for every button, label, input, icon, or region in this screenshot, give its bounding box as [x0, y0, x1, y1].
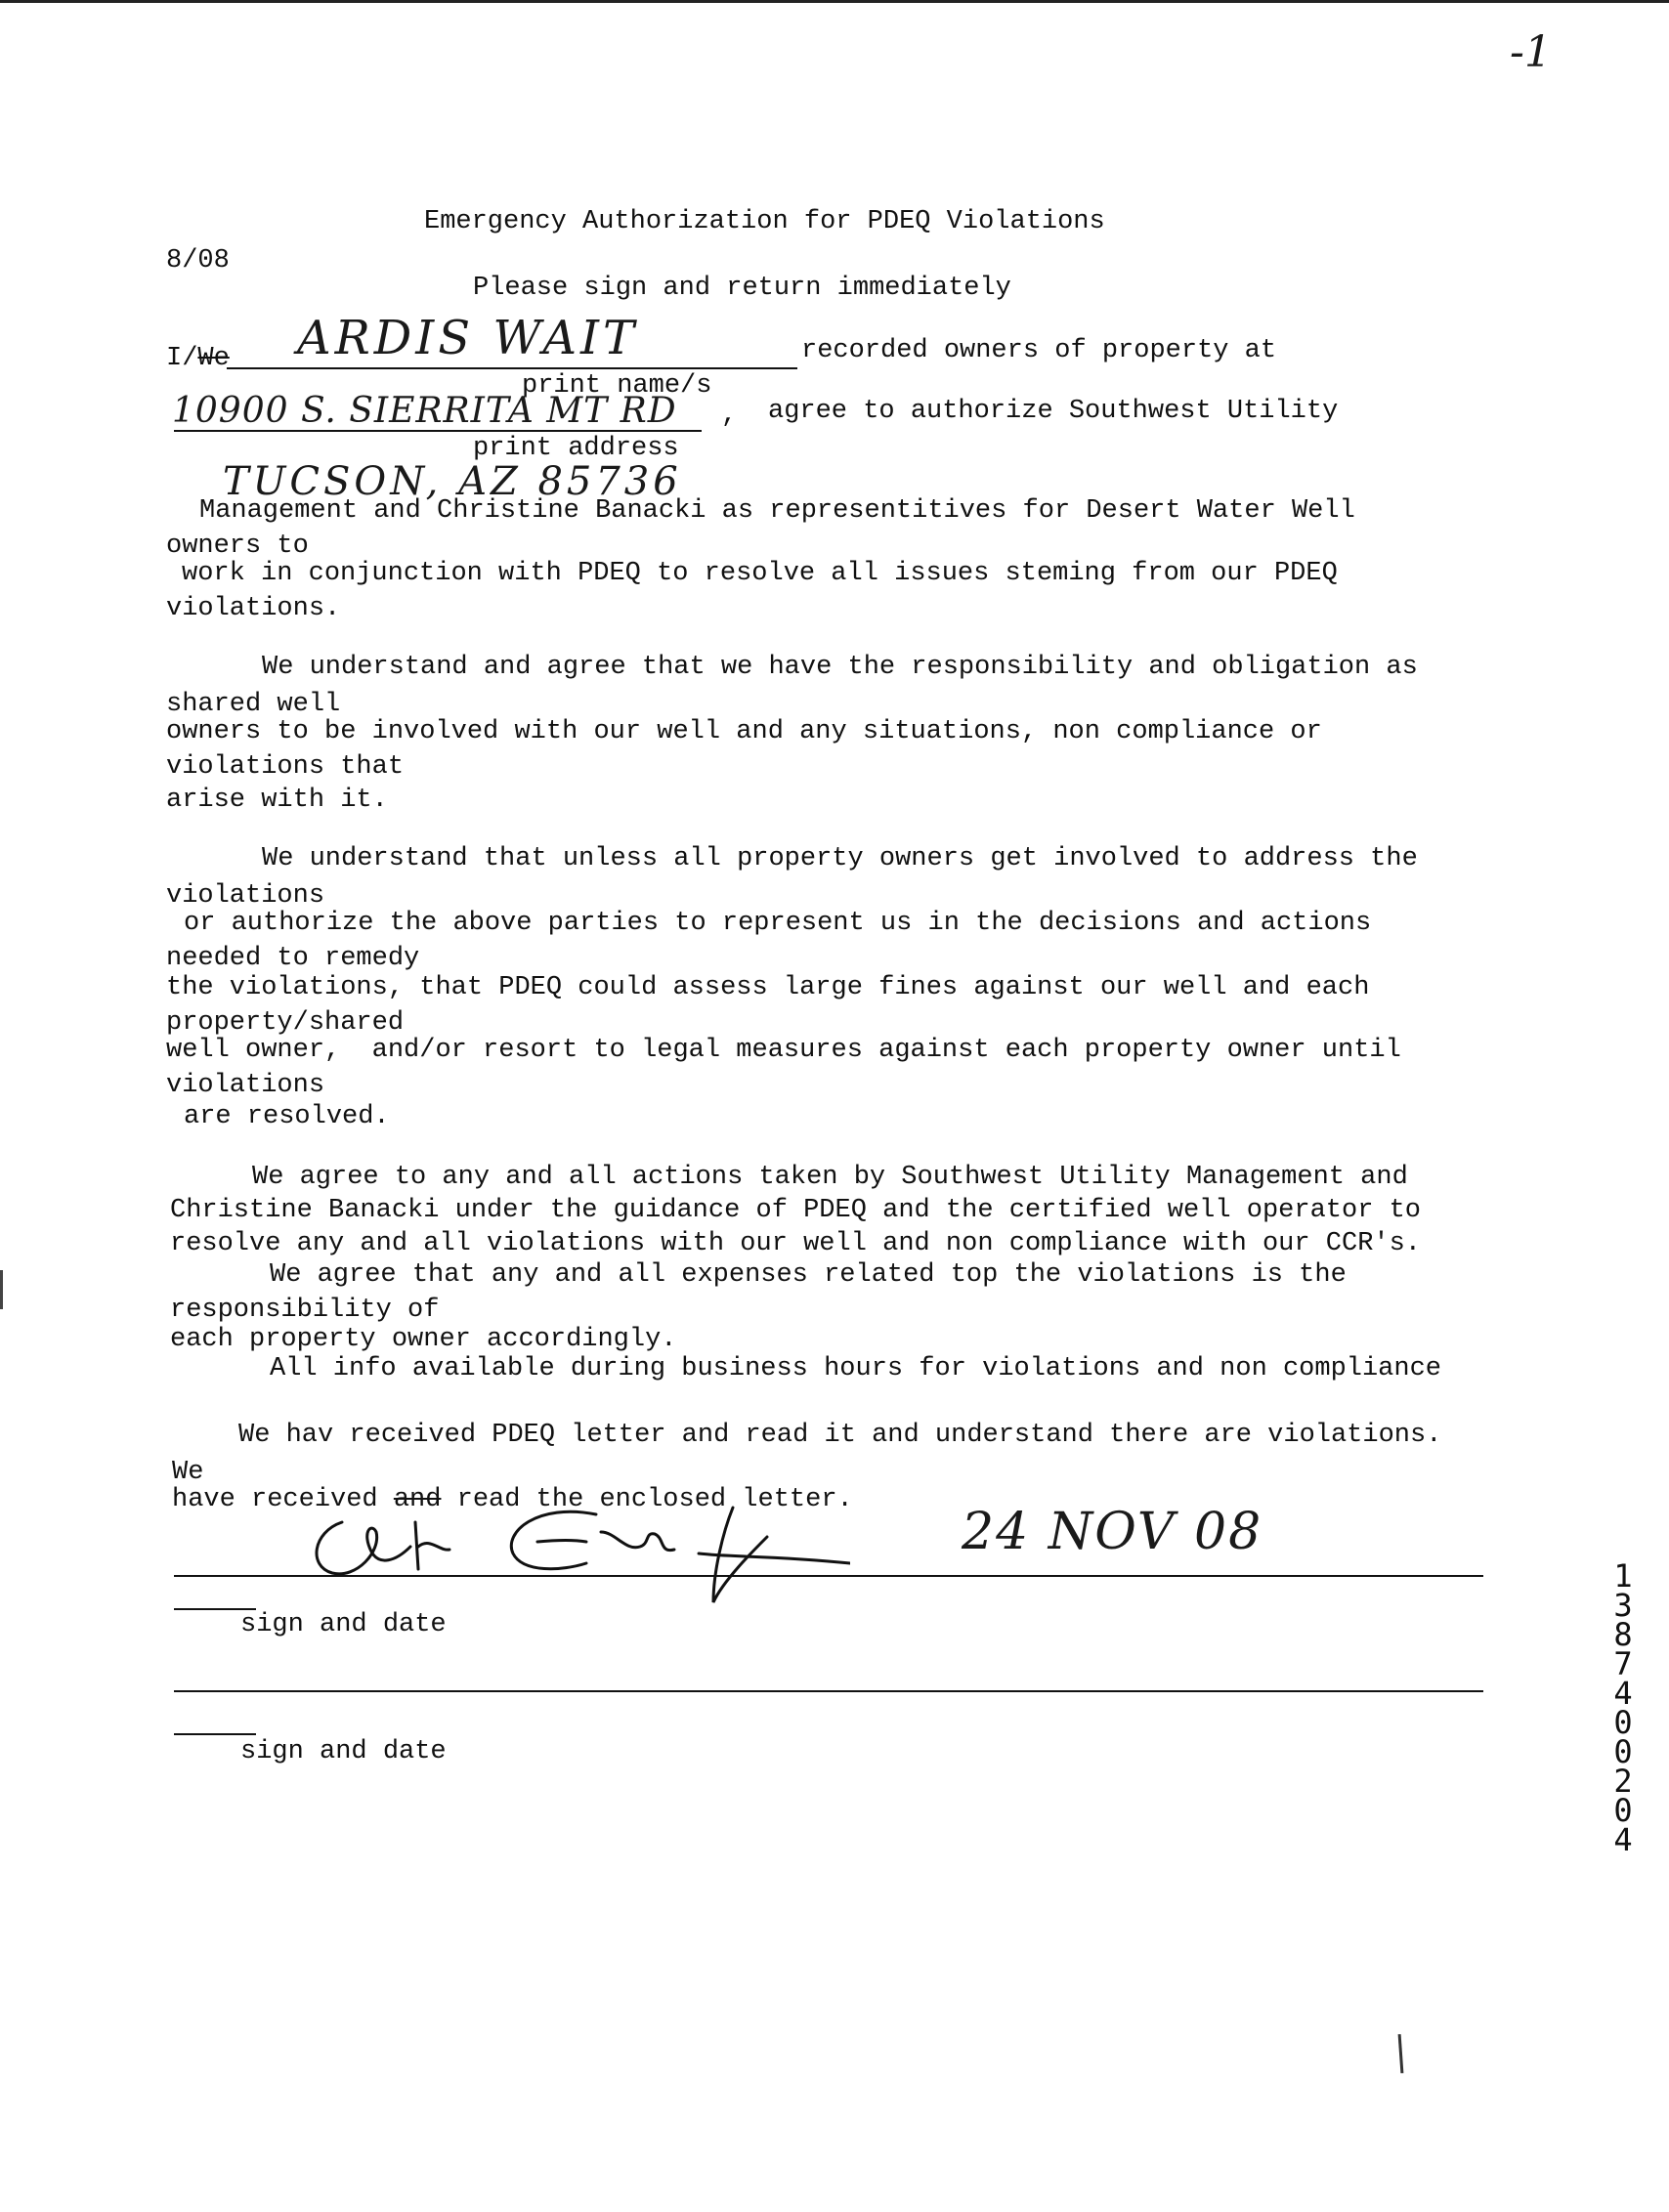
signature-tick-2: [174, 1733, 256, 1735]
handwritten-address-2: TUCSON, AZ 85736: [223, 459, 682, 504]
address-comma: ,: [721, 401, 738, 430]
body-line: violations: [166, 1071, 325, 1100]
body-line: shared well: [166, 690, 341, 719]
body-line: owners to: [166, 532, 309, 561]
body-line: well owner, and/or resort to legal measures against each property owner until: [166, 1036, 1401, 1065]
body-line: violations.: [166, 594, 341, 623]
iwe-prefix: I/: [166, 344, 198, 373]
body-line: We agree to any and all actions taken by Southwest Utility Management and: [252, 1163, 1408, 1192]
body-line: violations: [166, 881, 325, 911]
body-line: arise with it.: [166, 786, 388, 815]
body-line: or authorize the above parties to represent us in the decisions and actions: [184, 909, 1372, 938]
body-struck: and: [393, 1485, 442, 1514]
handwritten-name: ARDIS WAIT: [297, 311, 638, 365]
body-line: responsibility of: [170, 1296, 440, 1325]
body-line: We agree that any and all expenses related top the violations is the: [270, 1260, 1347, 1290]
body-fragment: have received: [172, 1485, 394, 1514]
body-line: We hav received PDEQ letter and read it and understand there are violations.: [238, 1421, 1442, 1450]
scan-mark: [1398, 2034, 1404, 2073]
body-line: Christine Banacki under the guidance of PDEQ and the certified well operator to: [170, 1196, 1422, 1225]
handwritten-date: 24 NOV 08: [962, 1503, 1263, 1561]
body-line: We understand that unless all property owners get involved to address the: [262, 844, 1418, 873]
body-fragment: read the enclosed letter.: [441, 1485, 853, 1514]
address-line: [174, 430, 702, 432]
owner-text: recorded owners of property at: [801, 336, 1277, 365]
name-line: [227, 367, 797, 369]
page-title: Emergency Authorization for PDEQ Violations: [424, 207, 1105, 236]
signature-line-1: [174, 1575, 1483, 1577]
handwritten-address-1: 10900 S. SIERRITA MT RD: [172, 391, 677, 431]
page-mark: -1: [1510, 27, 1552, 77]
address-caption: print address: [473, 434, 679, 463]
scan-top-edge: [0, 0, 1669, 3]
body-line: are resolved.: [184, 1102, 390, 1131]
body-line: needed to remedy: [166, 944, 420, 973]
signature-line-2: [174, 1690, 1483, 1692]
document-number-stamp: 00204: [1613, 1704, 1633, 1858]
body-line: violations that: [166, 752, 405, 782]
body-line: work in conjunction with PDEQ to resolve all issues steming from our PDEQ: [182, 559, 1338, 588]
iwe-struck: We: [197, 344, 230, 373]
agree-text: agree to authorize Southwest Utility: [768, 397, 1339, 426]
body-line: the violations, that PDEQ could assess large fines against our well and each: [166, 973, 1370, 1002]
date-code: 8/08: [166, 246, 230, 276]
body-line: We: [172, 1458, 204, 1487]
name-caption: print name/s: [522, 371, 712, 401]
scan-left-edge: [0, 1270, 3, 1309]
iwe-label: [166, 344, 230, 374]
body-line: Management and Christine Banacki as representitives for Desert Water Well: [199, 496, 1355, 526]
body-line: We understand and agree that we have the responsibility and obligation as: [262, 653, 1418, 682]
sign-date-label-1: sign and date: [240, 1610, 447, 1639]
body-line: resolve any and all violations with our well and non compliance with our CCR's.: [170, 1229, 1422, 1258]
body-line: owners to be involved with our well and any situations, non compliance or: [166, 717, 1322, 746]
handwritten-signature: [303, 1493, 850, 1610]
instruction-text: Please sign and return immediately: [473, 274, 1011, 303]
document-number-stamp: 13874: [1613, 1557, 1633, 1712]
sign-date-label-2: sign and date: [240, 1737, 447, 1766]
body-line: property/shared: [166, 1008, 405, 1038]
body-line: All info available during business hours for violations and non compliance: [270, 1354, 1441, 1383]
body-line: each property owner accordingly.: [170, 1325, 677, 1354]
